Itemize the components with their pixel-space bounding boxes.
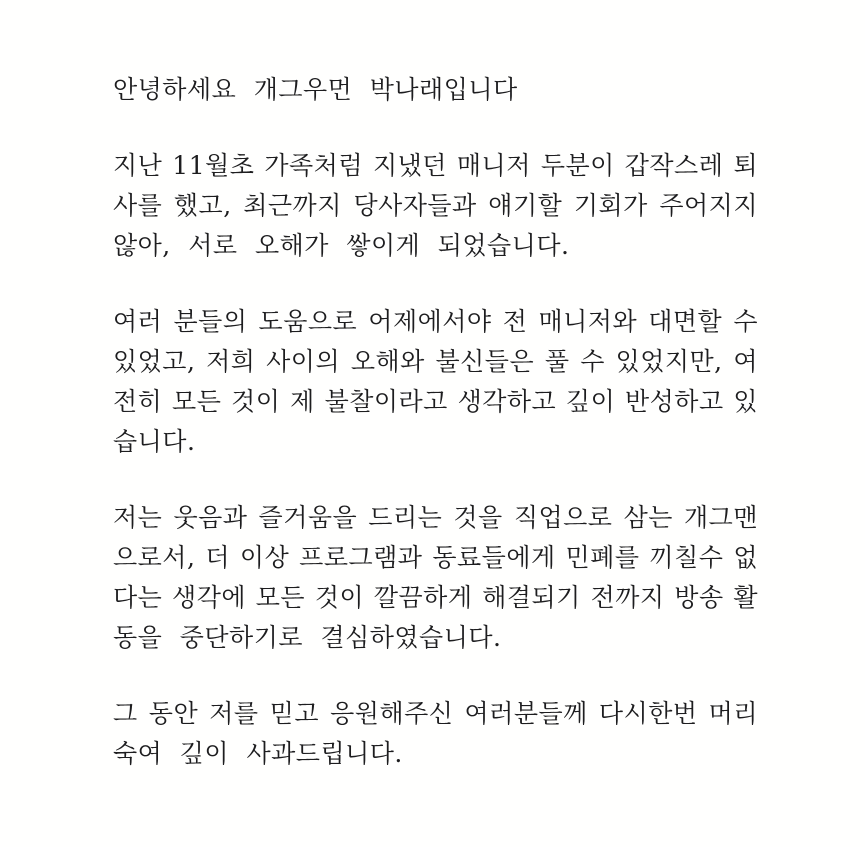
text-line: 다는 생각에 모든 것이 깔끔하게 해결되기 전까지 방송 활: [113, 583, 758, 612]
paragraph-broadcast-hiatus: [113, 498, 758, 658]
text-line: 있었고, 저희 사이의 오해와 불신들은 풀 수 있었지만, 여: [113, 347, 758, 376]
text-line-greeting: 안녕하세요 개그우먼 박나래입니다: [113, 75, 518, 104]
text-line: 습니다.: [113, 427, 196, 456]
text-line: 여러 분들의 도움으로 어제에서야 전 매니저와 대면할 수: [113, 307, 758, 336]
text-line: 동을 중단하기로 결심하였습니다.: [113, 623, 502, 652]
text-line: 사를 했고, 최근까지 당사자들과 얘기할 기회가 주어지지: [113, 191, 758, 220]
paragraph-greeting: [113, 70, 758, 110]
paragraph-managers-resignation: [113, 146, 758, 266]
text-line: 저는 웃음과 즐거움을 드리는 것을 직업으로 삼는 개그맨: [113, 503, 758, 532]
paragraph-misunderstanding-resolved: [113, 302, 758, 462]
text-line: 지난 11월초 가족처럼 지냈던 매니저 두분이 갑작스레 퇴: [113, 151, 758, 180]
text-line: 숙여 깊이 사과드립니다.: [113, 739, 403, 768]
text-line: 전히 모든 것이 제 불찰이라고 생각하고 깊이 반성하고 있: [113, 387, 758, 416]
text-line: 않아, 서로 오해가 쌓이게 되었습니다.: [113, 231, 570, 260]
paragraph-apology-closing: [113, 694, 758, 774]
text-line: 그 동안 저를 믿고 응원해주신 여러분들께 다시한번 머리: [113, 699, 758, 728]
text-line: 으로서, 더 이상 프로그램과 동료들에게 민폐를 끼칠수 없: [113, 543, 758, 572]
